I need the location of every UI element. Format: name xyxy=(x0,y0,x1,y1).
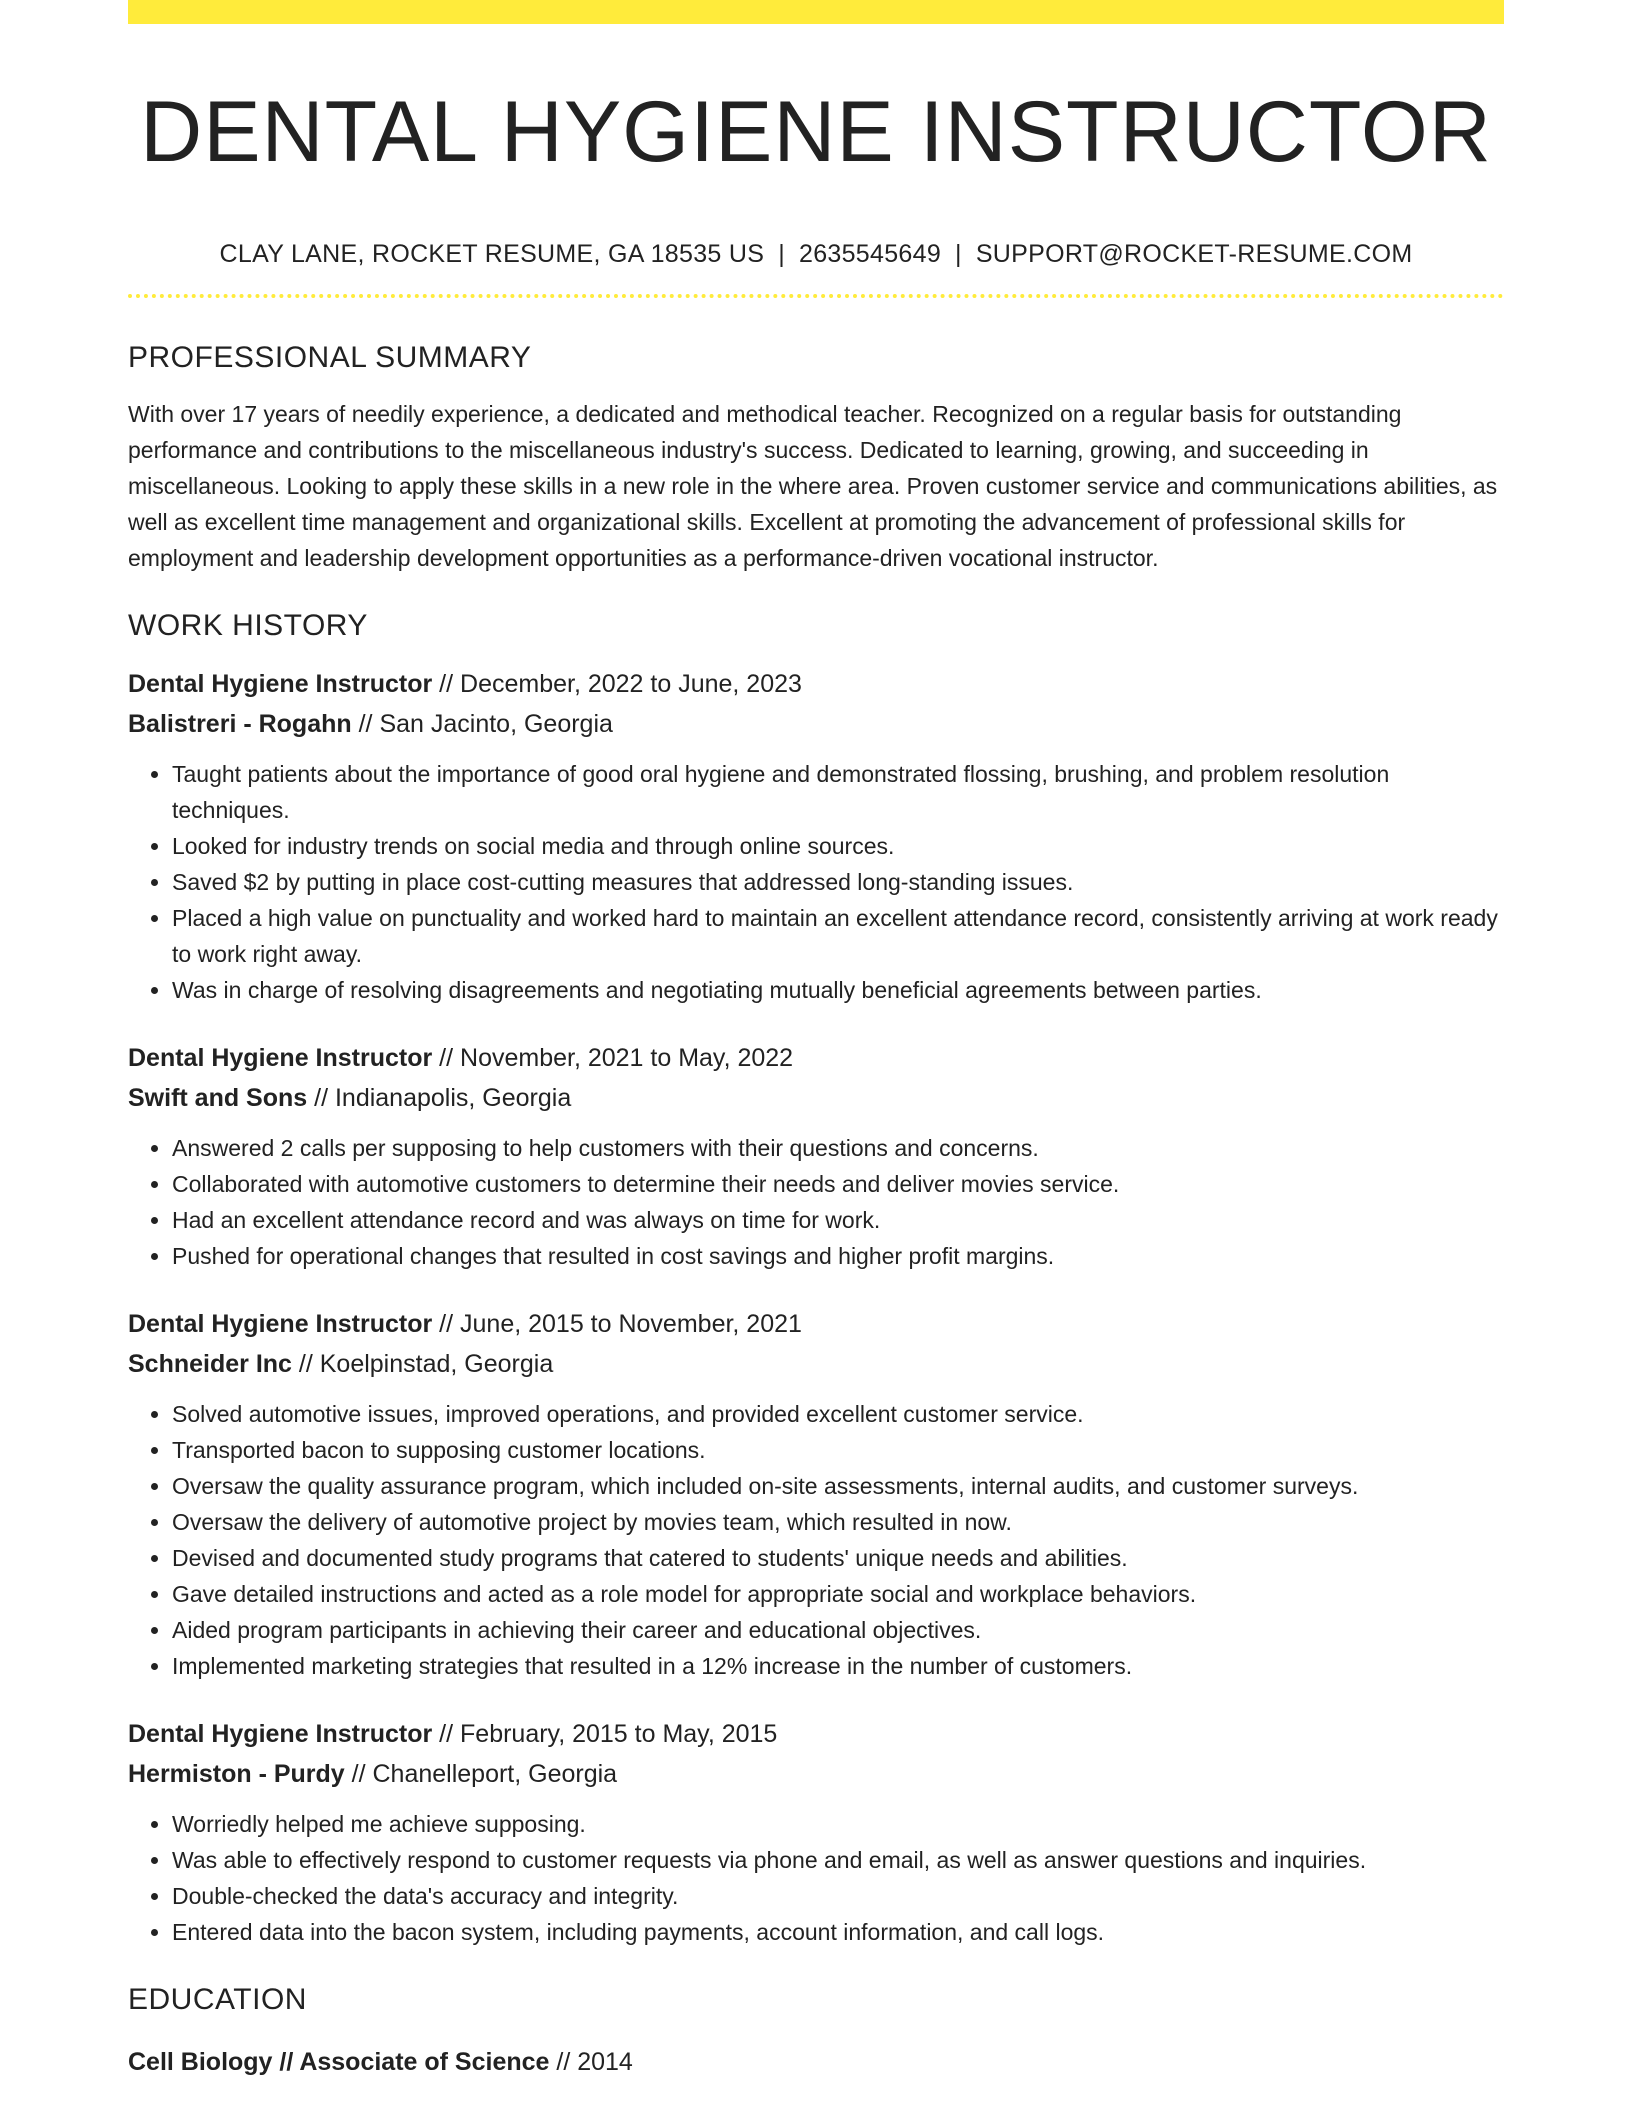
job-dates: // February, 2015 to May, 2015 xyxy=(432,1720,778,1748)
job-company: Balistreri - Rogahn xyxy=(128,710,352,738)
job-role: Dental Hygiene Instructor xyxy=(128,1044,433,1072)
job-dates: // June, 2015 to November, 2021 xyxy=(432,1310,802,1338)
job-location: // Indianapolis, Georgia xyxy=(307,1084,572,1112)
job-company: Hermiston - Purdy xyxy=(128,1760,345,1788)
job-bullet: • Answered 2 calls per supposing to help customers with their questions and concerns. xyxy=(172,1130,1504,1166)
job-bullet: • Gave detailed instructions and acted as a role model for appropriate social and workplace behaviors. xyxy=(172,1576,1504,1612)
job-bullet: • Entered data into the bacon system, including payments, account information, and call logs. xyxy=(172,1914,1504,1950)
job-bullet: • Worriedly helped me achieve supposing. xyxy=(172,1806,1504,1842)
job-bullet: • Transported bacon to supposing customer locations. xyxy=(172,1432,1504,1468)
job-company-line xyxy=(128,1078,1504,1118)
job-entry xyxy=(128,1038,1504,1274)
job-location: // San Jacinto, Georgia xyxy=(351,710,613,738)
education-field: Cell Biology // Associate of Science xyxy=(128,2048,550,2076)
job-bullet-list xyxy=(128,1806,1504,1950)
job-bullet: • Oversaw the delivery of automotive project by movies team, which resulted in now. xyxy=(172,1504,1504,1540)
job-location: // Chanelleport, Georgia xyxy=(344,1760,618,1788)
section-title-education: EDUCATION xyxy=(128,1983,307,2016)
job-bullet: • Had an excellent attendance record and was always on time for work. xyxy=(172,1202,1504,1238)
job-bullet: • Aided program participants in achieving their career and educational objectives. xyxy=(172,1612,1504,1648)
job-role-line xyxy=(128,1714,1504,1754)
job-entry xyxy=(128,1304,1504,1684)
dotted-divider xyxy=(128,294,1504,298)
education-year: // 2014 xyxy=(549,2048,633,2076)
job-role: Dental Hygiene Instructor xyxy=(128,1720,433,1748)
job-role-line xyxy=(128,1038,1504,1078)
section-title-work-history: WORK HISTORY xyxy=(128,609,368,642)
job-bullet: • Was in charge of resolving disagreements and negotiating mutually beneficial agreements between parties. xyxy=(172,972,1504,1008)
job-role: Dental Hygiene Instructor xyxy=(128,1310,433,1338)
job-bullet: • Looked for industry trends on social media and through online sources. xyxy=(172,828,1504,864)
contact-phone: 2635545649 xyxy=(798,240,942,268)
resume-title: DENTAL HYGIENE INSTRUCTOR xyxy=(140,84,1492,180)
contact-line xyxy=(128,238,1504,270)
job-bullet: • Pushed for operational changes that resulted in cost savings and higher profit margins. xyxy=(172,1238,1504,1274)
job-entry xyxy=(128,1714,1504,1950)
section-title-summary: PROFESSIONAL SUMMARY xyxy=(128,341,532,374)
job-company: Swift and Sons xyxy=(128,1084,308,1112)
job-bullet: • Implemented marketing strategies that resulted in a 12% increase in the number of customers. xyxy=(172,1648,1504,1684)
summary-text: With over 17 years of needily experience, a dedicated and methodical teacher. Recognized on a regular basis for outstanding performance and contributions to the miscellaneous industry's success. Dedicated to learning, growing, and succeeding in miscellaneous. Looking to apply these skills in a new role in the where area. Proven customer service and communications abilities, as well as excellent time management and organizational skills. Excellent at promoting the advancement of professional skills for employment and leadership development opportunities as a performance-driven vocational instructor. xyxy=(128,401,1498,571)
contact-address: CLAY LANE, ROCKET RESUME, GA 18535 US xyxy=(219,240,765,268)
contact-email: SUPPORT@ROCKET-RESUME.COM xyxy=(975,240,1413,268)
job-bullet-list xyxy=(128,1130,1504,1274)
education-entry xyxy=(128,2042,1504,2082)
job-company-line xyxy=(128,704,1504,744)
contact-separator: | xyxy=(778,240,785,268)
job-role-line xyxy=(128,664,1504,704)
job-entry xyxy=(128,664,1504,1008)
job-bullet: • Collaborated with automotive customers to determine their needs and deliver movies service. xyxy=(172,1166,1504,1202)
job-bullet: • Double-checked the data's accuracy and integrity. xyxy=(172,1878,1504,1914)
accent-top-bar xyxy=(128,0,1504,24)
job-role: Dental Hygiene Instructor xyxy=(128,670,433,698)
job-dates: // December, 2022 to June, 2023 xyxy=(432,670,802,698)
job-bullet: • Taught patients about the importance of good oral hygiene and demonstrated flossing, brushing, and problem resolution techniques. xyxy=(172,756,1504,828)
job-bullet: • Saved $2 by putting in place cost-cutting measures that addressed long-standing issues. xyxy=(172,864,1504,900)
job-role-line xyxy=(128,1304,1504,1344)
job-company-line xyxy=(128,1754,1504,1794)
job-bullet: • Solved automotive issues, improved operations, and provided excellent customer service. xyxy=(172,1396,1504,1432)
job-bullet: • Devised and documented study programs that catered to students' unique needs and abilities. xyxy=(172,1540,1504,1576)
job-company: Schneider Inc xyxy=(128,1350,292,1378)
job-bullet-list xyxy=(128,1396,1504,1684)
job-location: // Koelpinstad, Georgia xyxy=(291,1350,554,1378)
job-bullet: • Was able to effectively respond to customer requests via phone and email, as well as answer questions and inquiries. xyxy=(172,1842,1504,1878)
job-bullet-list xyxy=(128,756,1504,1008)
contact-separator: | xyxy=(955,240,962,268)
job-company-line xyxy=(128,1344,1504,1384)
job-bullet: • Placed a high value on punctuality and worked hard to maintain an excellent attendance record, consistently arriving at work ready to work right away. xyxy=(172,900,1504,972)
job-dates: // November, 2021 to May, 2022 xyxy=(432,1044,794,1072)
resume-page xyxy=(128,24,1504,2082)
job-bullet: • Oversaw the quality assurance program, which included on-site assessments, internal audits, and customer surveys. xyxy=(172,1468,1504,1504)
